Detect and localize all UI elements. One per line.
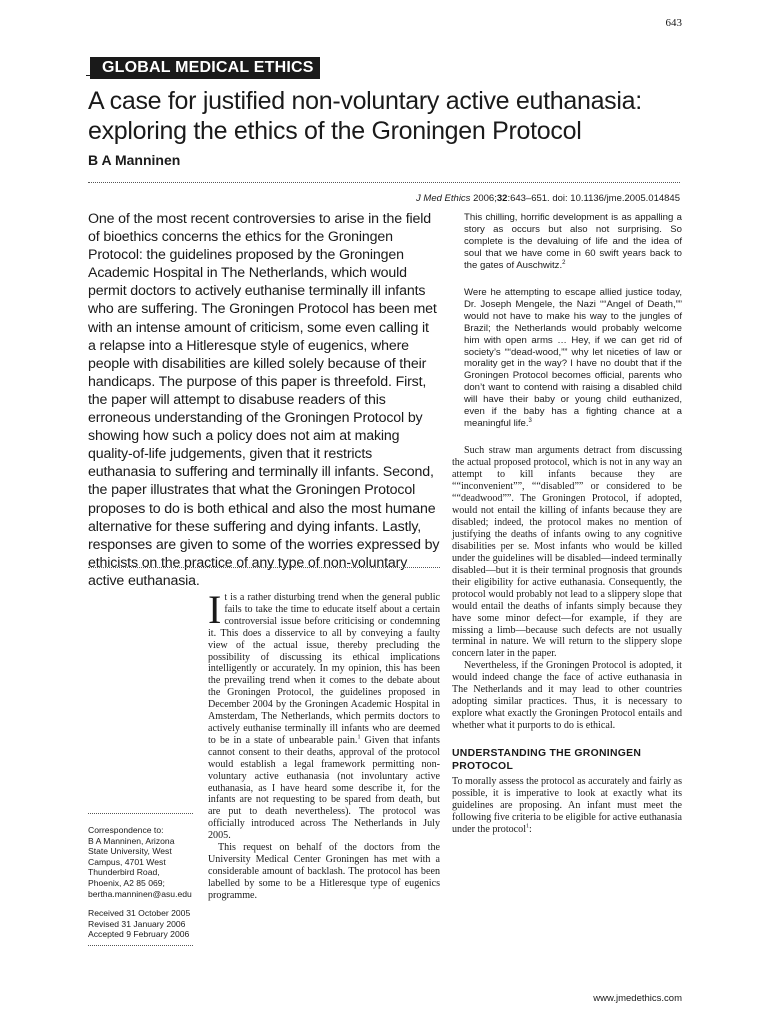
body-paragraph: Such straw man arguments detract from discussing the actual proposed protocol, which is not in any way an attempt to kill infants because they are ““inconvenient””, ““disabled”” or considered to be ““deadwood””. The Groningen Protocol, if adopted, would not entail the killing of infants because they are disabled; indeed, the protocol makes no mention of justifying the deaths of infants owing to any cognitive disabilities per se. Most infants who would be killed under the guidelines will be disabled—indeed terminally disabled—but it is their terminal prognosis that grounds their eligibility for active euthanasia. Consequently, the protocol would probably not lead to a slippery slope that would entail the deaths of infants simply because they have some minor defect—for example, if they are missing a limb—because such defects are not usually terminal in nature. We will return to the slippery slope concern later in the paper. (452, 445, 682, 660)
body-paragraph: Nevertheless, if the Groningen Protocol is adopted, it would indeed change the face of active euthanasia in The Netherlands and it may lead to other countries adopting similar practices. Thus, it is necessary to explore what exactly the Groningen Protocol entails and whether what it purports to do is ethical. (452, 660, 682, 732)
correspondence-line: Thunderbird Road, (88, 867, 160, 878)
dotted-divider (88, 182, 680, 183)
reference-link[interactable]: 3 (528, 418, 532, 425)
date-accepted: Accepted 9 February 2006 (88, 929, 190, 940)
author: B A Manninen (88, 152, 181, 168)
journal-name: J Med Ethics (416, 193, 471, 204)
drop-cap: I (208, 587, 222, 632)
section-heading: UNDERSTANDING THE GRONINGEN PROTOCOL (452, 748, 642, 773)
body-paragraph: It is a rather disturbing trend when the general public fails to take the time to educate itself about a certain controversial issue before criticising or condemning it. This does a disservice to all by conveying a faulty view of the actual issue, thereby precluding the possibility of discussing its ethical implications intelligently or accurately. In my opinion, this has been the prevailing trend when it comes to the debate about the Groningen Protocol, the guidelines proposed in December 2004 by the Groningen Academic Hospital in Amsterdam, The Netherlands, which permits doctors to actively euthanise terminally ill infants who are deemed to be in a state of unbearable pain.$^1$ Given that infants cannot consent to their deaths, approval of the protocol would establish a legal framework permitting non-voluntary active euthanasia (not involuntary active euthanasia, as I have heard some describe it, for the infants are not requesting to be spared from death, but are put to death nevertheless). The protocol was officially introduced across The Netherlands in July 2005. (208, 587, 440, 842)
correspondence-line: State University, West (88, 846, 172, 857)
block-quote: Were he attempting to escape allied justice today, Dr. Joseph Mengele, the Nazi ““Angel of Death,”” would not have to make his way to the jungles of Brazil; the Netherlands would probably welcome him with open arms … Hey, if we can get rid of society’s ““dead-wood,”” why let niceties of law or morality get in the way? I have no doubt that if the Groningen Protocol becomes official, parents who don’t want to contend with raising a disabled child will have their baby or young child euthanized, even if the baby has a fighting chance at a meaningful life.$^3$ (464, 286, 682, 430)
correspondence-email[interactable]: bertha.manninen@asu.edu (88, 888, 192, 899)
citation (416, 193, 680, 204)
section-banner: GLOBAL MEDICAL ETHICS (90, 57, 320, 79)
body-paragraph: This request on behalf of the doctors from the University Medical Center Groningen has met with a considerable amount of backlash. The protocol has been labelled by some to be a Hitleresque type of eugenics programme. (208, 842, 440, 901)
body-column-left (208, 587, 440, 902)
title-line-1: A case for justified non-voluntary active euthanasia: (88, 87, 642, 115)
citation-year: 2006; (473, 193, 497, 204)
reference-link[interactable]: 2 (562, 259, 566, 266)
abstract: One of the most recent controversies to arise in the field of bioethics concerns the ethics for the Groningen Protocol: the guidelines proposed by the Groningen Academic Hospital in The Netherlands, which would permit doctors to actively euthanise terminally ill infants who are suffering. The Groningen Protocol has been met with an intense amount of criticism, some even calling it a relapse into a Hitleresque style of eugenics, where people with disabilities are killed solely because of their handicaps. The purpose of this paper is threefold. First, the paper will attempt to disabuse readers of this erroneous understanding of the Groningen Protocol by showing how such a policy does not aim at making quality-of-life judgements, given that it restricts euthanasia to suffering and terminally ill infants. Second, the paper illustrates that what the Groningen Protocol proposes to do is both ethical and also the most humane alternative for these suffering and dying infants. Lastly, responses are given to some of the worries expressed by ethicists on the practice of any type of non-voluntary active euthanasia. (88, 211, 440, 589)
date-received: Received 31 October 2005 (88, 908, 191, 918)
title-line-2: exploring the ethics of the Groningen Protocol (88, 117, 582, 145)
page-number: 643 (665, 17, 682, 29)
correspondence-line: Phoenix, A2 85 069; (88, 877, 165, 888)
date-revised: Revised 31 January 2006 (88, 918, 186, 929)
correspondence-line: Campus, 4701 West (88, 856, 166, 867)
footer-url[interactable]: www.jmedethics.com (593, 993, 682, 1004)
sidebar-divider-bottom (88, 945, 193, 946)
citation-volume: 32 (496, 193, 508, 204)
correspondence (88, 825, 208, 899)
reference-link[interactable]: 1 (526, 823, 529, 830)
article-title (88, 86, 688, 146)
body-paragraph: To morally assess the protocol as accurately and fairly as possible, it is imperative to look at exactly what its guidelines are proposing. An infant must meet the following five criteria to be eligible for active euthanasia under the protocol$^1$: (452, 776, 682, 835)
body-column-right (452, 212, 682, 836)
correspondence-label: Correspondence to: (88, 825, 164, 835)
sidebar-divider (88, 813, 193, 814)
reference-link[interactable]: 1 (357, 734, 361, 741)
block-quote: This chilling, horrific development is as appalling a story as occurs but also not surprising. So complete is the devaluing of life and the idea of soul that we have come in 60 swift years back to the gates of Auschwitz.$^2$ (464, 212, 682, 271)
citation-pages: :643–651. doi: 10.1136/jme.2005.014845 (507, 193, 680, 204)
correspondence-line: B A Manninen, Arizona (88, 835, 175, 846)
article-dates (88, 908, 208, 940)
abstract-divider (88, 567, 440, 568)
